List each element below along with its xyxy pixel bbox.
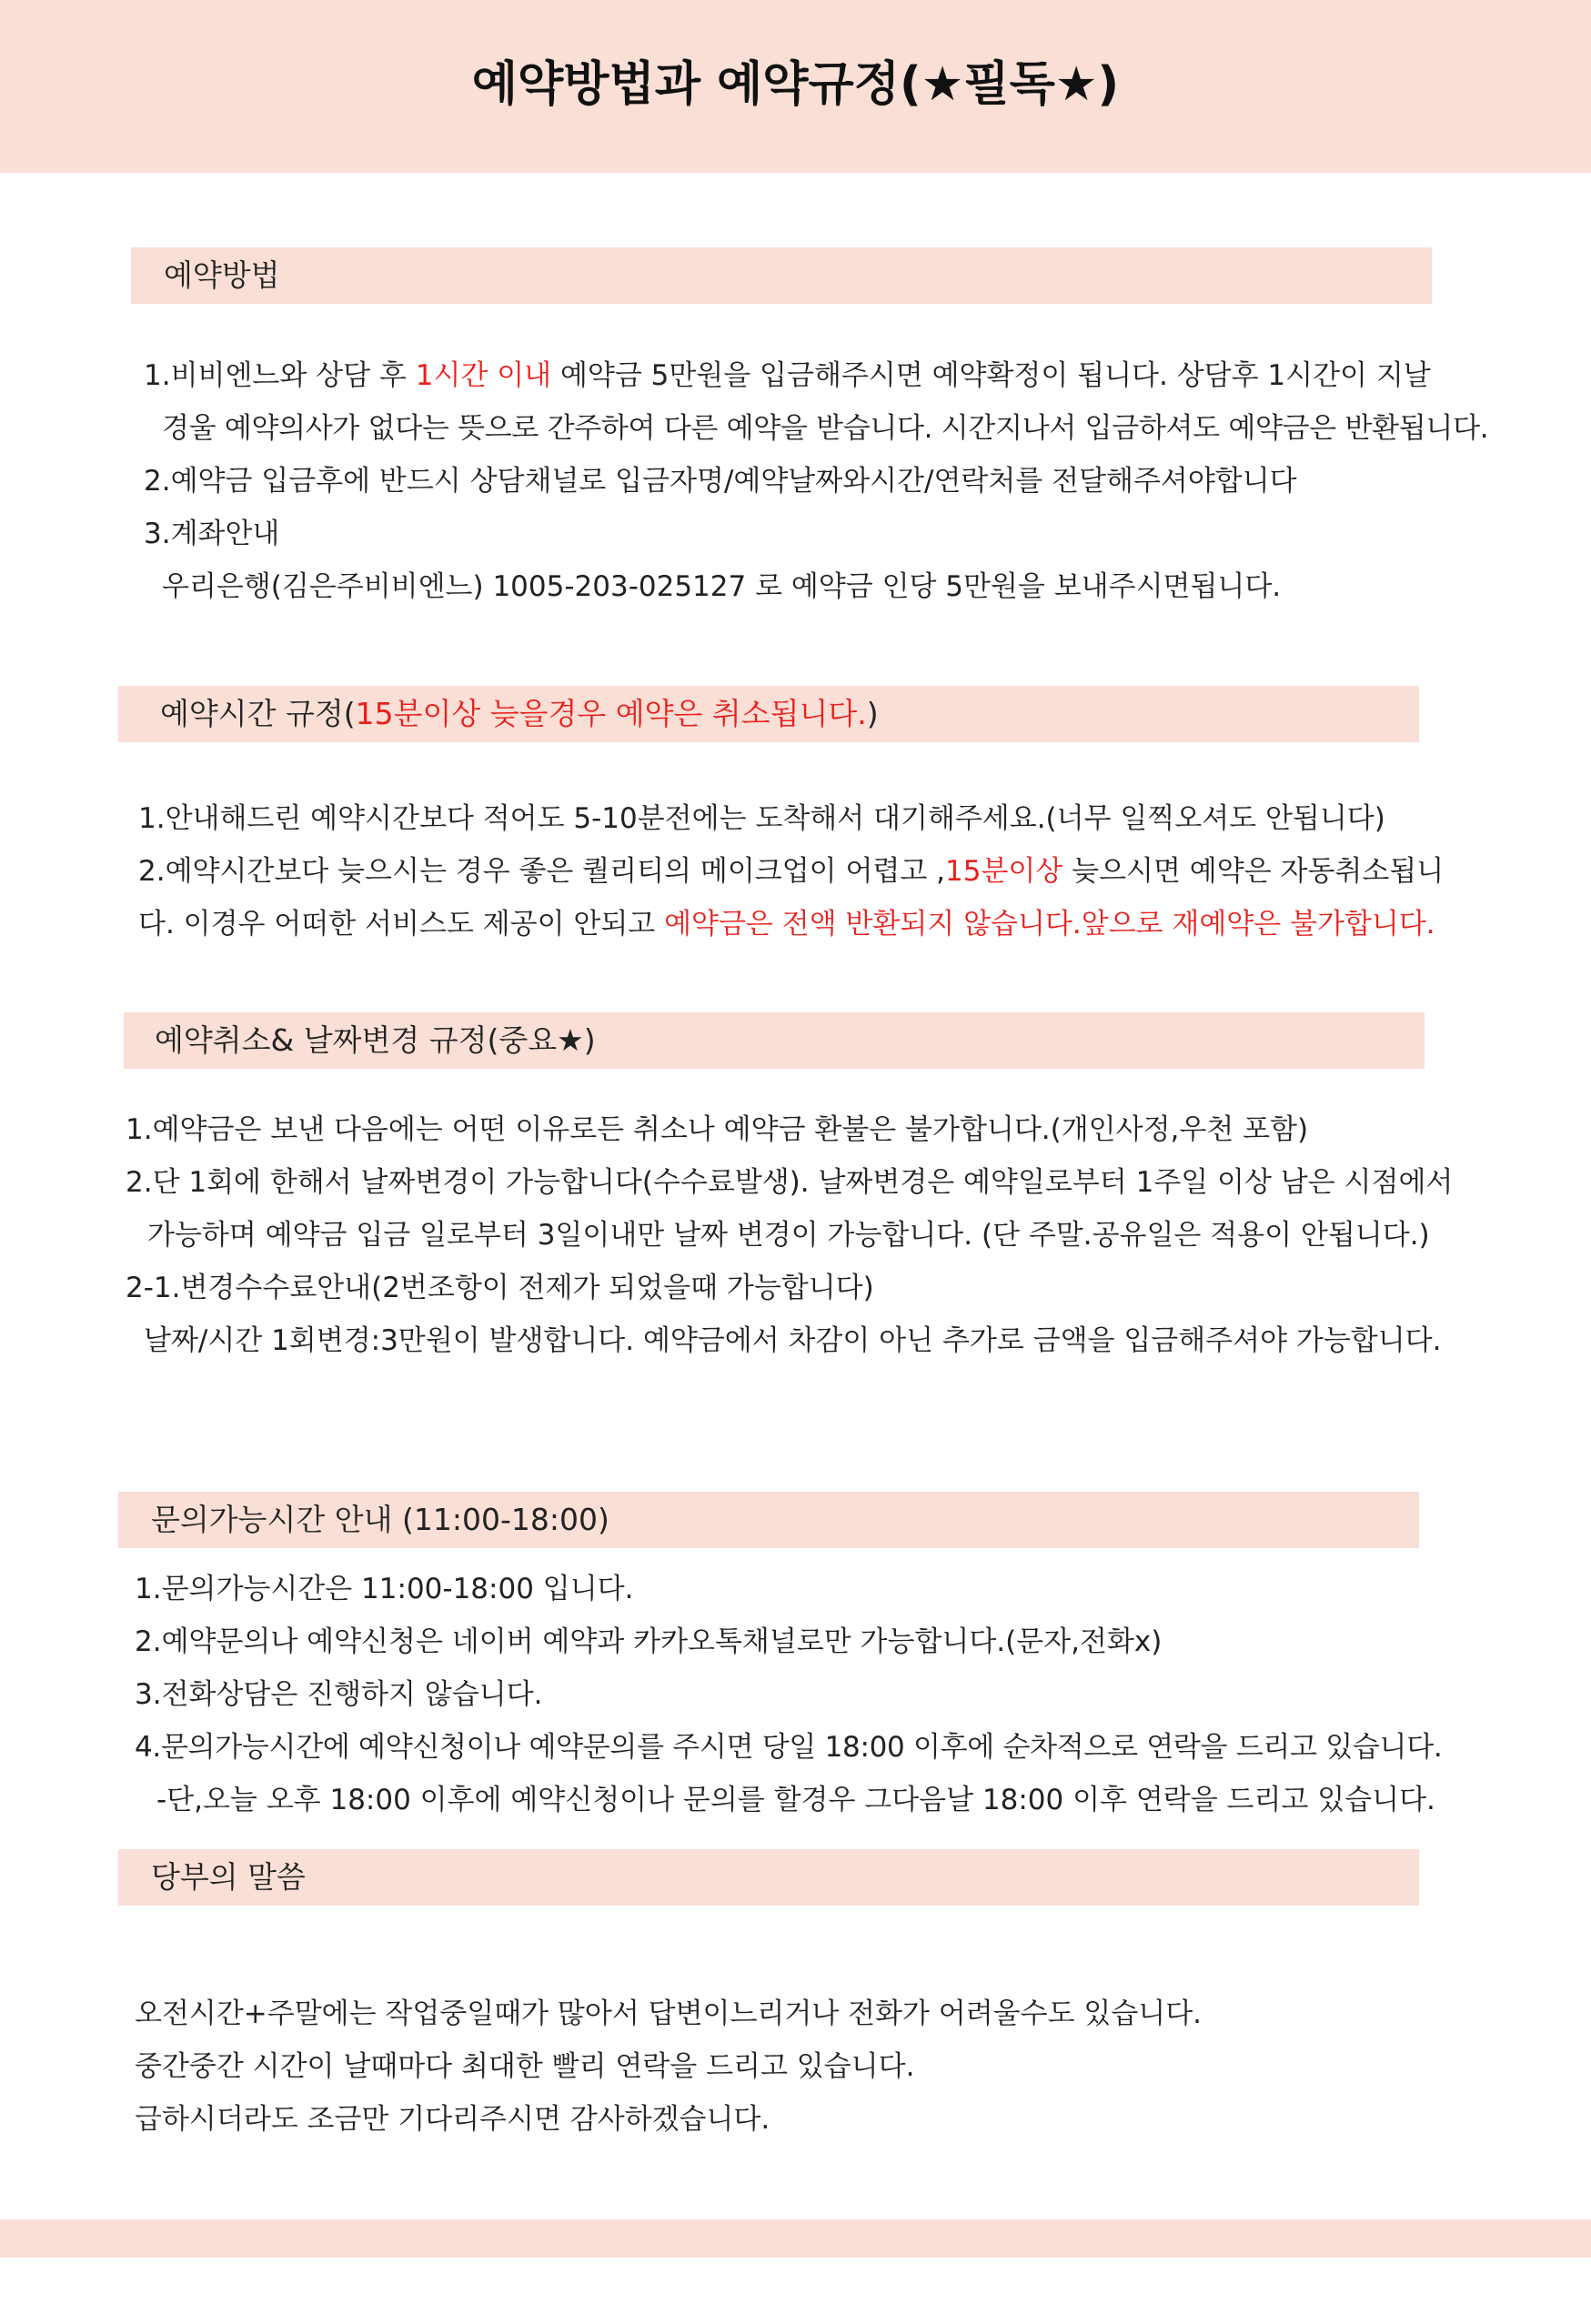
section-heading-text: 예약방법 [164,257,280,293]
list-item: -단,오늘 오후 18:00 이후에 예약신청이나 문의를 할경우 그다음날 18:00 이후 연락을 드리고 있습니다. [156,1784,1435,1816]
list-item: 1.비비엔느와 상담 후 1시간 이내 예약금 5만원을 입금해주시면 예약확정이 됩니다. 상담후 1시간이 지날 [144,359,1431,392]
list-item: 오전시간+주말에는 작업중일때가 많아서 답변이느리거나 전화가 어려울수도 있습니다. [135,1997,1203,2030]
list-item: 날짜/시간 1회변경:3만원이 발생합니다. 예약금에서 차감이 아닌 추가로 금액을 입금해주셔야 가능합니다. [144,1324,1442,1357]
highlight-text: 15분이상 늦을경우 예약은 취소됩니다. [355,696,867,731]
time-rule-list [138,792,1444,951]
section-heading-cancel-rule: 예약취소& 날짜변경 규정(중요★) [124,1012,1425,1069]
list-item: 4.문의가능시간에 예약신청이나 예약문의를 주시면 당일 18:00 이후에 순차적으로 연락을 드리고 있습니다. [135,1731,1443,1764]
method-list [144,349,1488,613]
list-item: 가능하며 예약금 입금 일로부터 3일이내만 날짜 변경이 가능합니다. (단 주말.공유일은 적용이 안됩니다.) [147,1219,1430,1252]
list-item: 1.예약금은 보낸 다음에는 어떤 이유로든 취소나 예약금 환불은 불가합니다.(개인사정,우천 포함) [126,1113,1309,1146]
list-item: 2.단 1회에 한해서 날짜변경이 가능합니다(수수료발생). 날짜변경은 예약일로부터 1주일 이상 남은 시점에서 [126,1166,1454,1199]
list-item: 1.안내해드린 예약시간보다 적어도 5-10분전에는 도착해서 대기해주세요.(너무 일찍오셔도 안됩니다) [138,802,1385,835]
cancel-rule-list [126,1103,1453,1367]
list-item: 2.예약문의나 예약신청은 네이버 예약과 카카오톡채널로만 가능합니다.(문자,전화x) [135,1625,1163,1658]
list-item: 2.예약시간보다 늦으시는 경우 좋은 퀄리티의 메이크업이 어렵고 ,15분이상 늦으시면 예약은 자동취소됩니 [138,855,1445,888]
note-list [135,1987,1202,2146]
list-item: 1.문의가능시간은 11:00-18:00 입니다. [135,1573,634,1605]
list-item: 3.전화상담은 진행하지 않습니다. [135,1678,543,1711]
list-item: 급하시더라도 조금만 기다리주시면 감사하겠습니다. [135,2103,770,2136]
highlight-text: 15분이상 [945,855,1063,888]
list-item: 경울 예약의사가 없다는 뜻으로 간주하여 다른 예약을 받습니다. 시간지나서 입금하셔도 예약금은 반환됩니다. [162,412,1489,445]
list-item: 2.예약금 입금후에 반드시 상담채널로 입금자명/예약날짜와시간/연락처를 전달해주셔야합니다 [144,465,1297,498]
inquiry-list [135,1563,1442,1826]
list-item: 3.계좌안내 [144,518,280,550]
section-heading-note: 당부의 말씀 [118,1849,1419,1906]
list-item: 중간중간 시간이 날때마다 최대한 빨리 연락을 드리고 있습니다. [135,2050,915,2083]
section-heading-inquiry: 문의가능시간 안내 (11:00-18:00) [118,1492,1419,1548]
section-heading-time-rule: 예약시간 규정(15분이상 늦을경우 예약은 취소됩니다.) [118,686,1419,742]
list-item: 2-1.변경수수료안내(2번조항이 전제가 되었을때 가능합니다) [126,1272,874,1304]
list-item: 우리은행(김은주비비엔느) 1005-203-025127 로 예약금 인당 5만원을 보내주시면됩니다. [162,570,1282,603]
highlight-text: 예약금은 전액 반환되지 않습니다.앞으로 재예약은 불가합니다. [664,908,1435,941]
list-item: 다. 이경우 어떠한 서비스도 제공이 안되고 예약금은 전액 반환되지 않습니다.앞으로 재예약은 불가합니다. [138,908,1435,941]
page-title: 예약방법과 예약규정(★필독★) [471,57,1120,112]
highlight-text: 1시간 이내 [415,359,552,392]
footer-band [0,2219,1591,2258]
section-heading-method [131,247,1432,304]
